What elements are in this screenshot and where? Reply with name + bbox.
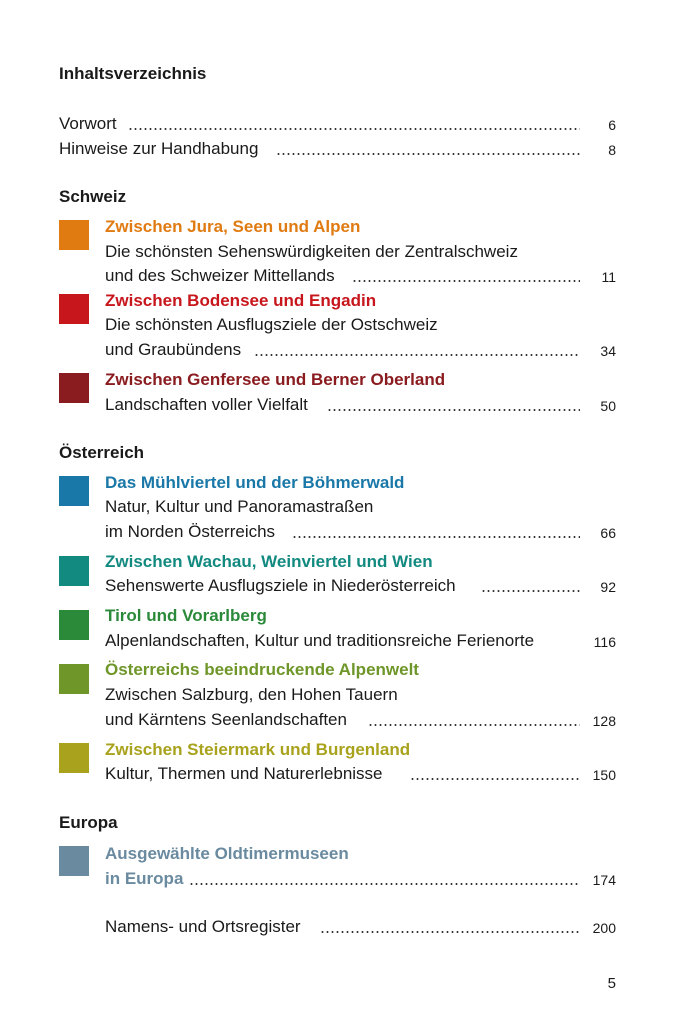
entry-page: 34 xyxy=(600,343,616,359)
section-heading-schweiz: Schweiz xyxy=(59,187,127,206)
toc-title: Inhaltsverzeichnis xyxy=(59,64,207,83)
leader-dots xyxy=(327,409,580,411)
color-swatch xyxy=(59,476,89,506)
register-page: 200 xyxy=(592,920,616,936)
leader-dots xyxy=(352,280,580,282)
leader-dots xyxy=(276,153,580,155)
entry-title: Zwischen Jura, Seen und Alpen xyxy=(105,217,361,236)
front-item-label: Vorwort xyxy=(59,114,117,133)
leader-dots xyxy=(189,883,580,885)
leader-dots xyxy=(320,931,580,933)
entry-page: 92 xyxy=(600,579,616,595)
color-swatch xyxy=(59,743,89,773)
leader-dots xyxy=(368,724,580,726)
entry-title: Zwischen Genfersee und Berner Oberland xyxy=(105,370,446,389)
leader-dots xyxy=(128,128,580,130)
leader-dots xyxy=(254,354,580,356)
section-heading-europa: Europa xyxy=(59,813,118,832)
entry-page: 66 xyxy=(600,525,616,541)
front-item-page: 8 xyxy=(608,142,616,158)
leader-dots xyxy=(292,536,580,538)
entry-page: 11 xyxy=(601,269,616,285)
entry-title: Tirol und Vorarlberg xyxy=(105,606,267,625)
entry-page: 174 xyxy=(592,872,616,888)
entry-subtitle: und Graubündens xyxy=(105,340,242,359)
page-number: 5 xyxy=(607,975,616,992)
entry-page: 150 xyxy=(592,767,616,783)
entry-title: Ausgewählte Oldtimermuseen xyxy=(105,844,349,863)
color-swatch xyxy=(59,846,89,876)
entry-page: 116 xyxy=(593,634,616,650)
entry-page: 128 xyxy=(592,713,616,729)
front-item-page: 6 xyxy=(608,117,616,133)
entry-subtitle: und Kärntens Seenlandschaften xyxy=(105,710,347,729)
entry-subtitle: Natur, Kultur und Panoramastraßen xyxy=(105,497,374,516)
color-swatch xyxy=(59,556,89,586)
entry-title: Zwischen Bodensee und Engadin xyxy=(105,291,377,310)
front-item-label: Hinweise zur Handhabung xyxy=(59,139,259,158)
entry-subtitle: und des Schweizer Mittellands xyxy=(105,266,335,285)
color-swatch xyxy=(59,664,89,694)
entry-subtitle: Alpenlandschaften, Kultur und traditionsreiche Ferienorte xyxy=(105,631,535,650)
entry-title: Zwischen Wachau, Weinviertel und Wien xyxy=(105,552,433,571)
register-label: Namens- und Ortsregister xyxy=(105,917,301,936)
entry-subtitle: Die schönsten Sehenswürdigkeiten der Zentralschweiz xyxy=(105,242,518,261)
entry-subtitle: Sehenswerte Ausflugsziele in Niederösterreich xyxy=(105,576,456,595)
entry-title: Österreichs beeindruckende Alpenwelt xyxy=(105,660,419,679)
leader-dots xyxy=(410,778,580,780)
entry-page: 50 xyxy=(600,398,616,414)
entry-title: Zwischen Steiermark und Burgenland xyxy=(105,740,411,759)
leader-dots xyxy=(481,590,580,592)
entry-subtitle: Kultur, Thermen und Naturerlebnisse xyxy=(105,764,383,783)
color-swatch xyxy=(59,610,89,640)
entry-subtitle: Die schönsten Ausflugsziele der Ostschweiz xyxy=(105,315,438,334)
entry-subtitle: Landschaften voller Vielfalt xyxy=(105,395,308,414)
entry-subtitle: im Norden Österreichs xyxy=(105,522,276,541)
entry-subtitle: Zwischen Salzburg, den Hohen Tauern xyxy=(105,685,398,704)
color-swatch xyxy=(59,294,89,324)
entry-title-continued: in Europa xyxy=(105,869,184,888)
color-swatch xyxy=(59,373,89,403)
entry-title: Das Mühlviertel und der Böhmerwald xyxy=(105,473,405,492)
color-swatch xyxy=(59,220,89,250)
section-heading-oesterreich: Österreich xyxy=(59,443,145,462)
